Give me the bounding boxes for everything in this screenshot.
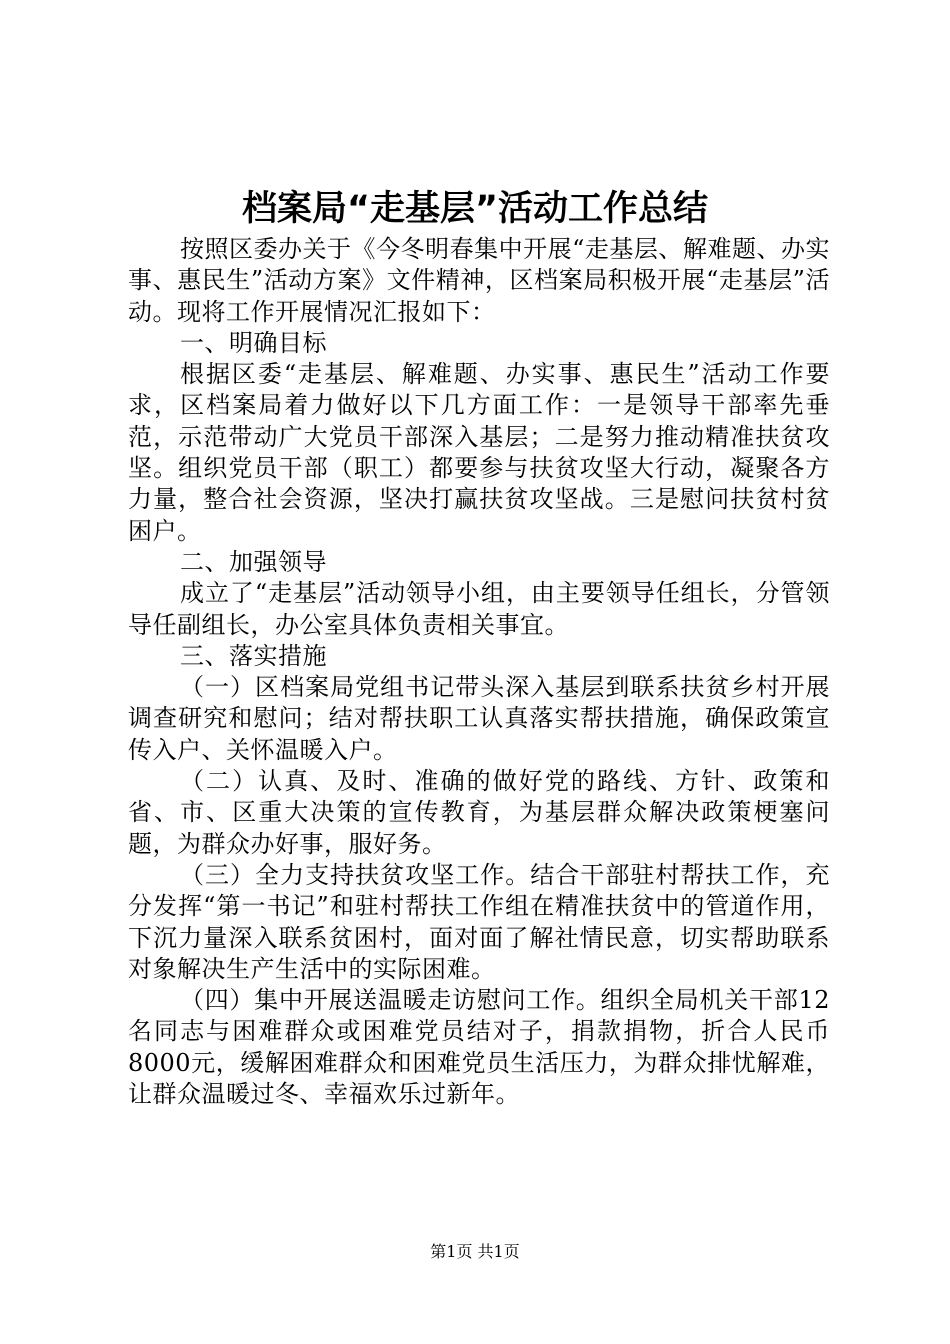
measure-paragraph: （四）集中开展送温暖走访慰问工作。组织全局机关干部12名同志与困难群众或困难党员结对子，捐款捐物，折合人民币8000元，缓解困难群众和困难党员生活压力，为群众排忧解难，让群众温暖过冬、幸福欢乐过新年。 [128, 986, 830, 1109]
measure-paragraph: （二）认真、及时、准确的做好党的路线、方针、政策和省、市、区重大决策的宣传教育，为基层群众解决政策梗塞问题，为群众办好事，服好务。 [128, 767, 830, 858]
document-title: 档案局“走基层”活动工作总结 [241, 189, 708, 229]
document-body [128, 234, 830, 1110]
section-paragraph: 成立了“走基层”活动领导小组，由主要领导任组长，分管领导任副组长，办公室具体负责相关事宜。 [128, 579, 830, 639]
section-heading-leadership: 二、加强领导 [180, 547, 327, 576]
section-heading-goals: 一、明确目标 [180, 328, 327, 357]
measure-paragraph: （一）区档案局党组书记带头深入基层到联系扶贫乡村开展调查研究和慰问；结对帮扶职工认真落实帮扶措施，确保政策宣传入户、关怀温暖入户。 [128, 673, 830, 764]
intro-paragraph: 按照区委办关于《今冬明春集中开展“走基层、解难题、办实事、惠民生”活动方案》文件精神，区档案局积极开展“走基层”活动。现将工作开展情况汇报如下： [128, 235, 830, 326]
section-paragraph: 根据区委“走基层、解难题、办实事、惠民生”活动工作要求，区档案局着力做好以下几方面工作：一是领导干部率先垂范，示范带动广大党员干部深入基层；二是努力推动精准扶贫攻坚。组织党员干部（职工）都要参与扶贫攻坚大行动，凝聚各方力量，整合社会资源，坚决打赢扶贫攻坚战。三是慰问扶贫村贫困户。 [128, 360, 830, 545]
page-footer: 第1页 共1页 [430, 1242, 520, 1261]
section-heading-measures: 三、落实措施 [180, 641, 327, 670]
measure-paragraph: （三）全力支持扶贫攻坚工作。结合干部驻村帮扶工作，充分发挥“第一书记”和驻村帮扶工作组在精准扶贫中的管道作用，下沉力量深入联系贫困村，面对面了解社情民意，切实帮助联系对象解决生产生活中的实际困难。 [128, 860, 830, 983]
